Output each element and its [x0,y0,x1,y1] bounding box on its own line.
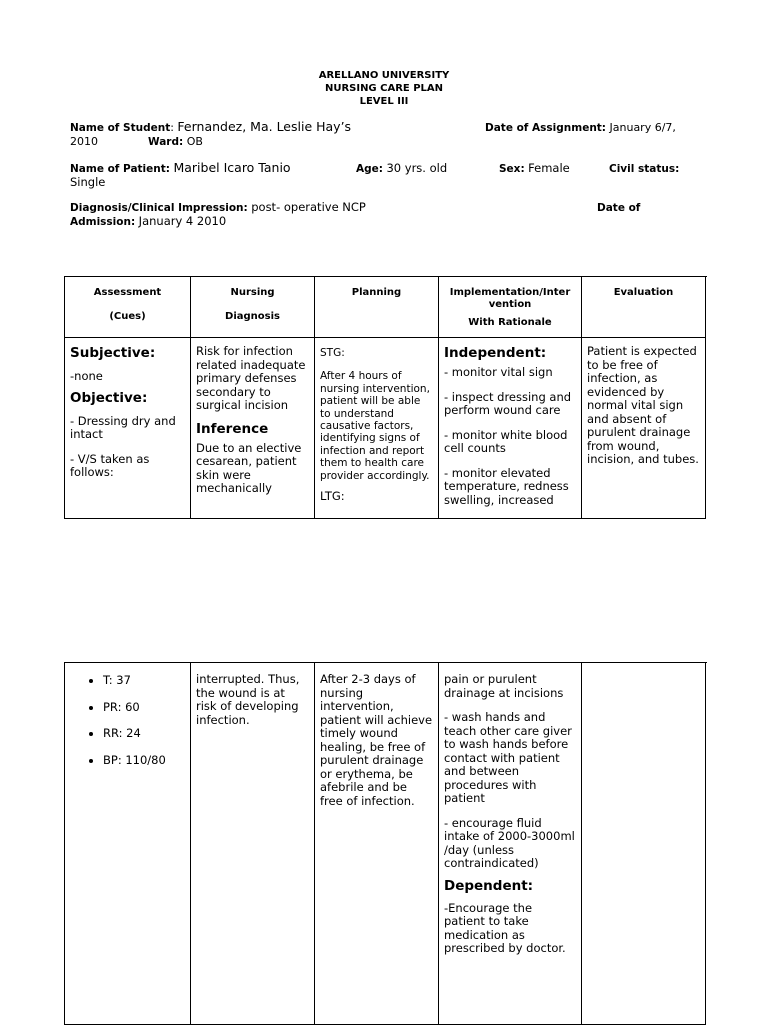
ward-label: Ward: [148,136,184,148]
intervention-item: - monitor vital sign [444,365,553,379]
admission-line [70,215,226,229]
vital-signs-cell [65,663,191,1025]
planning-continued-cell [315,663,439,1025]
vital-sign-item: • BP: 110/80 [103,753,185,767]
dependent-item: -Encourage the patient to take medication as prescribed by doctor. [444,900,566,955]
intervention-item: - encourage fluid intake of 2000-3000ml /day (unless contraindicated) [444,815,575,870]
planning-cell [315,338,439,519]
header-planning: Planning [315,277,439,338]
intervention-item: - monitor elevated temperature, redness swelling, increased [444,465,569,507]
sex-label: Sex: [499,163,525,175]
table-row [65,338,707,519]
diagnosis-value: post- operative NCP [251,200,366,214]
ltg-label: LTG: [320,489,345,504]
ltg-text: After 2-3 days of nursing intervention, patient will achieve timely wound healing, be free of purulent drainage or erythema, be afebrile and be free of infection. [320,672,433,808]
header-evaluation: Evaluation [582,277,706,338]
care-plan-table-page1 [64,276,707,519]
objective-heading: Objective: [70,389,148,406]
civil-status-label: Civil status: [609,163,680,175]
student-line: Name of Student: Fernandez, Ma. Leslie Hay’s [70,119,352,134]
student-name: Fernandez, Ma. Leslie Hay’s [177,119,352,134]
intervention-item-continued: pain or purulent drainage at incisions [444,672,564,700]
care-plan-table-page2 [64,662,707,1025]
sex-value: Female [528,161,570,175]
assignment-date [485,121,676,135]
admission-value: January 4 2010 [138,214,227,228]
diagnosis-statement: Risk for infection related inadequate primary defenses secondary to surgical incision [196,344,306,412]
intervention-item: - inspect dressing and perform wound care [444,389,572,417]
objective-item: - V/S taken as follows: [70,451,150,479]
assessment-cell [65,338,191,519]
age-line [356,162,447,176]
document-title: NURSING CARE PLAN [324,83,444,94]
objective-item: - Dressing dry and intact [70,413,176,441]
civil-status-value: Single [70,175,106,189]
diagnosis-label: Diagnosis/Clinical Impression: [70,202,248,214]
vital-sign-item: • RR: 24 [103,726,185,740]
vital-sign-item: • T: 37 [103,673,185,687]
student-label: Name of Student [70,122,171,134]
patient-line [70,161,291,176]
subjective-text: -none [70,369,103,383]
inference-heading: Inference [196,420,269,437]
patient-name: Maribel Icaro Tanio [173,160,291,175]
stg-text: After 4 hours of nursing intervention, patient will be able to understand causative factors, identifying signs of infection and report them to health care provider accordingly. [320,370,430,482]
date-of-label: Date of [597,202,641,214]
assignment-date-label: Date of Assignment: [485,122,607,134]
age-label: Age: [356,163,383,175]
ward-line [148,135,203,149]
subjective-heading: Subjective: [70,345,156,361]
dependent-heading: Dependent: [444,877,534,894]
stg-label: STG: [320,347,345,359]
evaluation-continued-cell [582,663,706,1025]
patient-label: Name of Patient: [70,163,170,175]
assignment-year: 2010 [70,135,98,148]
header-nursing-diagnosis: Nursing Diagnosis [191,277,315,338]
table-header-row [65,277,707,338]
sex-line [499,162,570,176]
level-label: LEVEL III [359,96,409,107]
header-assessment: Assessment (Cues) [65,277,191,338]
age-value: 30 yrs. old [386,161,448,175]
table-row [65,663,707,1025]
diagnosis-continued-cell [191,663,315,1025]
independent-heading: Independent: [444,345,547,361]
admission-label: Admission: [70,216,136,228]
university-name: ARELLANO UNIVERSITY [318,70,450,81]
diagnosis-line [70,201,366,215]
diagnosis-cell [191,338,315,519]
intervention-item: - wash hands and teach other care giver to wash hands before contact with patient and between procedures with patient [444,710,572,805]
vital-sign-item: • PR: 60 [103,700,185,714]
evaluation-cell [582,338,706,519]
ward-value: OB [186,135,203,148]
intervention-item: - monitor white blood cell counts [444,427,568,455]
inference-text: Due to an elective cesarean, patient skin were mechanically [196,440,302,495]
assignment-date-value: January 6/7, [609,121,676,134]
implementation-continued-cell [439,663,582,1025]
evaluation-text: Patient is expected to be free of infection, as evidenced by normal vital sign and absent of purulent drainage from wound, incision, and tubes. [587,344,699,466]
inference-text-continued: interrupted. Thus, the wound is at risk of developing infection. [196,672,300,727]
vital-signs-list [70,673,185,767]
header-implementation: Implementation/Inter vention With Rationale [439,277,582,338]
implementation-cell [439,338,582,519]
